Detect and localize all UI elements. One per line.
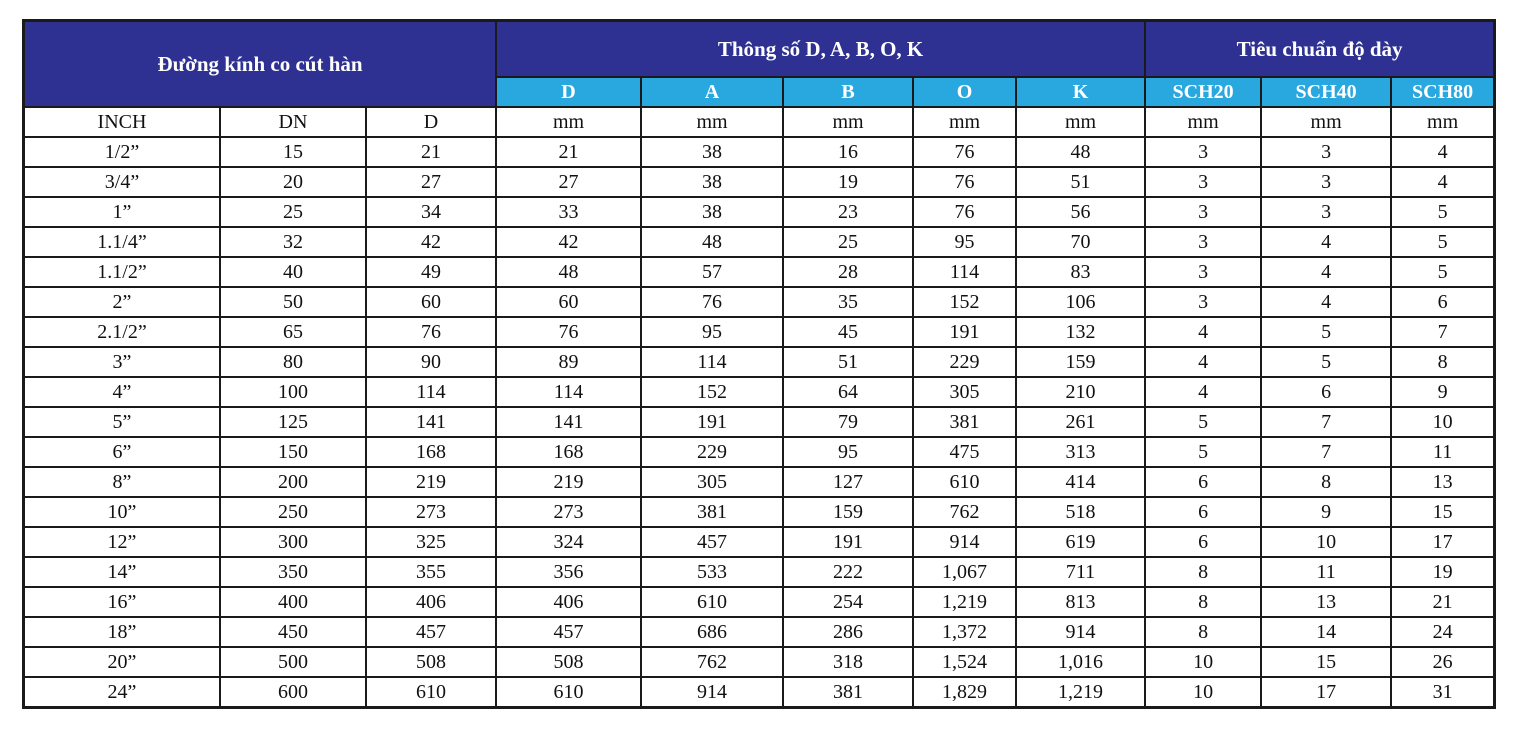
- cell-sch40: 3: [1261, 167, 1391, 197]
- cell-sch80: 6: [1391, 287, 1494, 317]
- cell-b: 23: [783, 197, 913, 227]
- cell-dn: 150: [220, 437, 366, 467]
- unit-cell: DN: [220, 107, 366, 137]
- cell-d-outer: 141: [366, 407, 496, 437]
- cell-a: 533: [641, 557, 783, 587]
- cell-inch: 8”: [24, 467, 220, 497]
- cell-k: 1,219: [1016, 677, 1145, 707]
- cell-a: 305: [641, 467, 783, 497]
- cell-dn: 125: [220, 407, 366, 437]
- unit-cell: mm: [641, 107, 783, 137]
- cell-inch: 12”: [24, 527, 220, 557]
- cell-sch20: 3: [1145, 197, 1261, 227]
- cell-sch20: 3: [1145, 167, 1261, 197]
- cell-a: 114: [641, 347, 783, 377]
- subheader-sch80: SCH80: [1391, 77, 1494, 107]
- cell-d: 610: [496, 677, 641, 707]
- cell-b: 16: [783, 137, 913, 167]
- cell-o: 152: [913, 287, 1016, 317]
- cell-k: 83: [1016, 257, 1145, 287]
- cell-sch80: 15: [1391, 497, 1494, 527]
- cell-a: 229: [641, 437, 783, 467]
- cell-a: 38: [641, 167, 783, 197]
- cell-sch80: 4: [1391, 167, 1494, 197]
- cell-k: 48: [1016, 137, 1145, 167]
- cell-d-outer: 114: [366, 377, 496, 407]
- cell-dn: 100: [220, 377, 366, 407]
- cell-sch40: 11: [1261, 557, 1391, 587]
- cell-sch40: 5: [1261, 347, 1391, 377]
- cell-sch40: 9: [1261, 497, 1391, 527]
- cell-sch80: 5: [1391, 197, 1494, 227]
- cell-d-outer: 219: [366, 467, 496, 497]
- cell-k: 518: [1016, 497, 1145, 527]
- cell-b: 51: [783, 347, 913, 377]
- table-row: [24, 377, 1494, 407]
- cell-sch20: 8: [1145, 617, 1261, 647]
- subheader-sch20: SCH20: [1145, 77, 1261, 107]
- header-diameter: Đường kính co cút hàn: [24, 21, 496, 107]
- cell-d-outer: 355: [366, 557, 496, 587]
- cell-a: 38: [641, 197, 783, 227]
- cell-sch40: 17: [1261, 677, 1391, 707]
- cell-sch40: 4: [1261, 257, 1391, 287]
- cell-d: 76: [496, 317, 641, 347]
- cell-sch80: 5: [1391, 257, 1494, 287]
- cell-b: 28: [783, 257, 913, 287]
- cell-b: 381: [783, 677, 913, 707]
- cell-d-outer: 325: [366, 527, 496, 557]
- cell-sch80: 11: [1391, 437, 1494, 467]
- cell-a: 762: [641, 647, 783, 677]
- unit-cell: mm: [913, 107, 1016, 137]
- table-row: [24, 287, 1494, 317]
- cell-dn: 32: [220, 227, 366, 257]
- cell-sch40: 3: [1261, 197, 1391, 227]
- cell-b: 64: [783, 377, 913, 407]
- cell-b: 159: [783, 497, 913, 527]
- cell-o: 305: [913, 377, 1016, 407]
- cell-sch80: 19: [1391, 557, 1494, 587]
- cell-sch20: 6: [1145, 467, 1261, 497]
- cell-b: 286: [783, 617, 913, 647]
- cell-k: 56: [1016, 197, 1145, 227]
- cell-o: 1,219: [913, 587, 1016, 617]
- table-body: [24, 107, 1494, 707]
- cell-o: 1,372: [913, 617, 1016, 647]
- cell-o: 1,067: [913, 557, 1016, 587]
- cell-sch40: 13: [1261, 587, 1391, 617]
- cell-a: 38: [641, 137, 783, 167]
- cell-inch: 5”: [24, 407, 220, 437]
- cell-inch: 14”: [24, 557, 220, 587]
- cell-inch: 6”: [24, 437, 220, 467]
- table-row: [24, 647, 1494, 677]
- cell-d-outer: 49: [366, 257, 496, 287]
- header-thickness: Tiêu chuẩn độ dày: [1145, 21, 1494, 77]
- cell-b: 191: [783, 527, 913, 557]
- table-row: [24, 617, 1494, 647]
- cell-b: 35: [783, 287, 913, 317]
- cell-d: 324: [496, 527, 641, 557]
- cell-dn: 600: [220, 677, 366, 707]
- cell-inch: 2”: [24, 287, 220, 317]
- cell-k: 159: [1016, 347, 1145, 377]
- cell-sch20: 8: [1145, 557, 1261, 587]
- cell-d-outer: 42: [366, 227, 496, 257]
- cell-sch20: 6: [1145, 527, 1261, 557]
- cell-dn: 15: [220, 137, 366, 167]
- table-row: [24, 317, 1494, 347]
- subheader-d: D: [496, 77, 641, 107]
- cell-inch: 16”: [24, 587, 220, 617]
- cell-a: 152: [641, 377, 783, 407]
- cell-d: 21: [496, 137, 641, 167]
- cell-d: 508: [496, 647, 641, 677]
- cell-o: 76: [913, 137, 1016, 167]
- cell-d-outer: 610: [366, 677, 496, 707]
- cell-a: 191: [641, 407, 783, 437]
- cell-a: 57: [641, 257, 783, 287]
- cell-dn: 500: [220, 647, 366, 677]
- cell-inch: 20”: [24, 647, 220, 677]
- cell-a: 914: [641, 677, 783, 707]
- cell-sch20: 4: [1145, 317, 1261, 347]
- cell-k: 70: [1016, 227, 1145, 257]
- cell-d: 219: [496, 467, 641, 497]
- cell-b: 45: [783, 317, 913, 347]
- cell-sch20: 4: [1145, 377, 1261, 407]
- table-row: [24, 557, 1494, 587]
- cell-dn: 80: [220, 347, 366, 377]
- unit-cell: mm: [1016, 107, 1145, 137]
- cell-dn: 200: [220, 467, 366, 497]
- cell-sch80: 4: [1391, 137, 1494, 167]
- cell-b: 127: [783, 467, 913, 497]
- unit-cell: mm: [496, 107, 641, 137]
- cell-o: 381: [913, 407, 1016, 437]
- table-row: [24, 437, 1494, 467]
- cell-sch80: 21: [1391, 587, 1494, 617]
- cell-dn: 50: [220, 287, 366, 317]
- unit-cell: mm: [783, 107, 913, 137]
- cell-sch80: 17: [1391, 527, 1494, 557]
- cell-inch: 3”: [24, 347, 220, 377]
- cell-k: 813: [1016, 587, 1145, 617]
- cell-sch40: 6: [1261, 377, 1391, 407]
- cell-sch20: 5: [1145, 407, 1261, 437]
- cell-sch20: 3: [1145, 287, 1261, 317]
- header-params: Thông số D, A, B, O, K: [496, 21, 1145, 77]
- table-row: [24, 587, 1494, 617]
- cell-sch40: 3: [1261, 137, 1391, 167]
- cell-d: 48: [496, 257, 641, 287]
- table-row: [24, 257, 1494, 287]
- cell-k: 51: [1016, 167, 1145, 197]
- unit-cell: mm: [1391, 107, 1494, 137]
- cell-dn: 40: [220, 257, 366, 287]
- subheader-k: K: [1016, 77, 1145, 107]
- table-row: [24, 137, 1494, 167]
- cell-dn: 350: [220, 557, 366, 587]
- cell-sch40: 10: [1261, 527, 1391, 557]
- subheader-b: B: [783, 77, 913, 107]
- table-row: [24, 467, 1494, 497]
- cell-k: 106: [1016, 287, 1145, 317]
- spec-table-container: [22, 19, 1496, 709]
- cell-o: 114: [913, 257, 1016, 287]
- cell-o: 191: [913, 317, 1016, 347]
- cell-d-outer: 90: [366, 347, 496, 377]
- unit-cell: D: [366, 107, 496, 137]
- cell-d-outer: 27: [366, 167, 496, 197]
- cell-inch: 1.1/2”: [24, 257, 220, 287]
- cell-sch40: 8: [1261, 467, 1391, 497]
- cell-o: 1,829: [913, 677, 1016, 707]
- cell-d-outer: 60: [366, 287, 496, 317]
- cell-sch80: 31: [1391, 677, 1494, 707]
- cell-dn: 25: [220, 197, 366, 227]
- cell-k: 261: [1016, 407, 1145, 437]
- cell-d: 42: [496, 227, 641, 257]
- cell-d: 168: [496, 437, 641, 467]
- table-row: [24, 677, 1494, 707]
- cell-k: 132: [1016, 317, 1145, 347]
- cell-d: 33: [496, 197, 641, 227]
- cell-b: 19: [783, 167, 913, 197]
- cell-sch80: 8: [1391, 347, 1494, 377]
- cell-sch20: 3: [1145, 257, 1261, 287]
- cell-inch: 1”: [24, 197, 220, 227]
- cell-sch40: 4: [1261, 227, 1391, 257]
- cell-a: 48: [641, 227, 783, 257]
- unit-cell: mm: [1261, 107, 1391, 137]
- cell-k: 711: [1016, 557, 1145, 587]
- cell-inch: 4”: [24, 377, 220, 407]
- table-row: [24, 497, 1494, 527]
- cell-sch80: 10: [1391, 407, 1494, 437]
- cell-sch40: 7: [1261, 407, 1391, 437]
- cell-sch40: 4: [1261, 287, 1391, 317]
- cell-sch40: 15: [1261, 647, 1391, 677]
- cell-o: 475: [913, 437, 1016, 467]
- cell-d-outer: 21: [366, 137, 496, 167]
- cell-d: 27: [496, 167, 641, 197]
- table-row: [24, 167, 1494, 197]
- cell-d-outer: 406: [366, 587, 496, 617]
- cell-sch20: 10: [1145, 647, 1261, 677]
- elbow-spec-table: [22, 19, 1496, 709]
- cell-b: 79: [783, 407, 913, 437]
- cell-dn: 20: [220, 167, 366, 197]
- cell-sch40: 5: [1261, 317, 1391, 347]
- cell-d-outer: 34: [366, 197, 496, 227]
- cell-d: 406: [496, 587, 641, 617]
- cell-k: 619: [1016, 527, 1145, 557]
- cell-sch40: 7: [1261, 437, 1391, 467]
- cell-d-outer: 457: [366, 617, 496, 647]
- cell-sch40: 14: [1261, 617, 1391, 647]
- subheader-sch40: SCH40: [1261, 77, 1391, 107]
- cell-o: 95: [913, 227, 1016, 257]
- cell-sch20: 6: [1145, 497, 1261, 527]
- cell-d-outer: 508: [366, 647, 496, 677]
- unit-row: [24, 107, 1494, 137]
- cell-k: 414: [1016, 467, 1145, 497]
- cell-d-outer: 168: [366, 437, 496, 467]
- cell-a: 381: [641, 497, 783, 527]
- table-row: [24, 227, 1494, 257]
- cell-d: 60: [496, 287, 641, 317]
- cell-dn: 250: [220, 497, 366, 527]
- cell-sch20: 4: [1145, 347, 1261, 377]
- cell-dn: 400: [220, 587, 366, 617]
- cell-d-outer: 76: [366, 317, 496, 347]
- unit-cell: INCH: [24, 107, 220, 137]
- cell-o: 76: [913, 197, 1016, 227]
- cell-b: 95: [783, 437, 913, 467]
- cell-sch80: 26: [1391, 647, 1494, 677]
- cell-a: 95: [641, 317, 783, 347]
- table-row: [24, 407, 1494, 437]
- cell-a: 76: [641, 287, 783, 317]
- cell-b: 318: [783, 647, 913, 677]
- cell-k: 914: [1016, 617, 1145, 647]
- subheader-a: A: [641, 77, 783, 107]
- cell-inch: 18”: [24, 617, 220, 647]
- cell-a: 457: [641, 527, 783, 557]
- cell-o: 76: [913, 167, 1016, 197]
- cell-sch80: 24: [1391, 617, 1494, 647]
- cell-k: 210: [1016, 377, 1145, 407]
- cell-d: 114: [496, 377, 641, 407]
- cell-o: 914: [913, 527, 1016, 557]
- cell-sch20: 10: [1145, 677, 1261, 707]
- cell-dn: 300: [220, 527, 366, 557]
- cell-d: 457: [496, 617, 641, 647]
- cell-a: 610: [641, 587, 783, 617]
- cell-sch20: 5: [1145, 437, 1261, 467]
- cell-d-outer: 273: [366, 497, 496, 527]
- cell-d: 89: [496, 347, 641, 377]
- cell-d: 141: [496, 407, 641, 437]
- cell-b: 25: [783, 227, 913, 257]
- cell-inch: 3/4”: [24, 167, 220, 197]
- table-row: [24, 347, 1494, 377]
- cell-o: 229: [913, 347, 1016, 377]
- cell-inch: 1/2”: [24, 137, 220, 167]
- cell-sch80: 9: [1391, 377, 1494, 407]
- cell-k: 1,016: [1016, 647, 1145, 677]
- cell-inch: 1.1/4”: [24, 227, 220, 257]
- cell-sch80: 5: [1391, 227, 1494, 257]
- cell-d: 273: [496, 497, 641, 527]
- cell-a: 686: [641, 617, 783, 647]
- cell-o: 1,524: [913, 647, 1016, 677]
- table-row: [24, 527, 1494, 557]
- cell-d: 356: [496, 557, 641, 587]
- cell-inch: 10”: [24, 497, 220, 527]
- cell-sch20: 8: [1145, 587, 1261, 617]
- unit-cell: mm: [1145, 107, 1261, 137]
- cell-sch80: 13: [1391, 467, 1494, 497]
- cell-dn: 65: [220, 317, 366, 347]
- cell-sch20: 3: [1145, 137, 1261, 167]
- cell-b: 222: [783, 557, 913, 587]
- cell-inch: 24”: [24, 677, 220, 707]
- cell-o: 610: [913, 467, 1016, 497]
- subheader-o: O: [913, 77, 1016, 107]
- cell-sch80: 7: [1391, 317, 1494, 347]
- cell-inch: 2.1/2”: [24, 317, 220, 347]
- cell-sch20: 3: [1145, 227, 1261, 257]
- cell-o: 762: [913, 497, 1016, 527]
- cell-k: 313: [1016, 437, 1145, 467]
- table-row: [24, 197, 1494, 227]
- cell-dn: 450: [220, 617, 366, 647]
- cell-b: 254: [783, 587, 913, 617]
